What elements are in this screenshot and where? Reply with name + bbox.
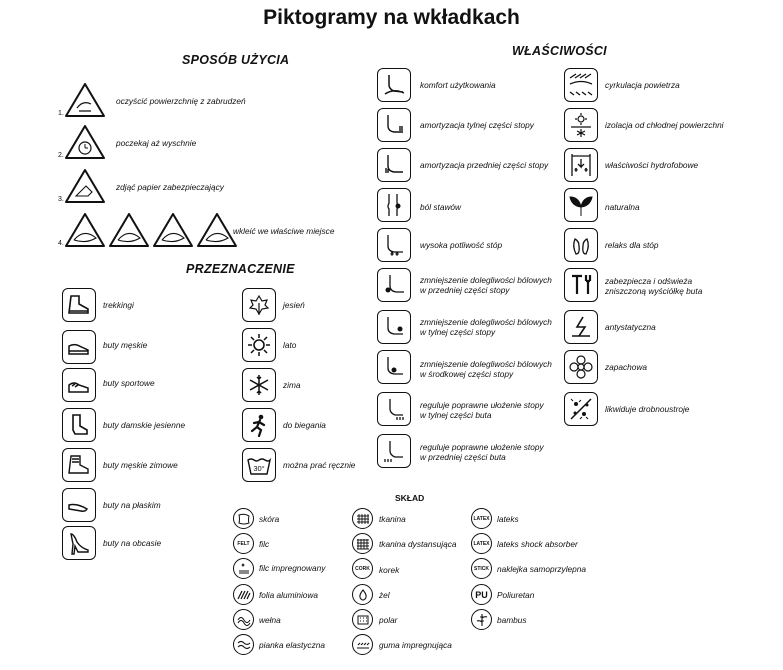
- step-number: 1.: [58, 110, 64, 117]
- mens-winter-boot-icon: [62, 448, 96, 482]
- latex-tag: LATEX: [473, 515, 490, 522]
- womens-autumn-boot-icon: [62, 408, 96, 442]
- purpose-label: buty na obcasie: [103, 538, 162, 548]
- pu-icon: [471, 584, 492, 605]
- property-label: naturalna: [605, 202, 640, 212]
- composition-label: skóra: [259, 514, 280, 524]
- composition-label: korek: [379, 565, 400, 575]
- antistatic-icon: [564, 310, 598, 344]
- composition-label: lateks shock absorber: [497, 539, 578, 549]
- sticker-tag: STICK: [474, 565, 489, 572]
- property-label: zapachowa: [605, 362, 647, 372]
- composition-label: naklejka samoprzylepna: [497, 564, 587, 574]
- sun-icon: [242, 328, 276, 362]
- property-label: cyrkulacja powietrza: [605, 80, 680, 90]
- latex-shock-icon: [471, 533, 492, 554]
- property-label: zmniejszenie dolegliwości bólowych: [420, 359, 552, 369]
- purpose-label: buty sportowe: [103, 378, 155, 388]
- purpose-label: jesień: [283, 300, 305, 310]
- cold-insulation-icon: [564, 108, 598, 142]
- rubber-icon: [352, 634, 373, 655]
- midfoot-pain-icon: [377, 350, 411, 384]
- peel-paper-icon: [64, 168, 106, 204]
- cork-icon: [352, 558, 373, 579]
- runner-icon: [242, 408, 276, 442]
- composition-label: tkanina dystansująca: [379, 539, 457, 549]
- property-label: ból stawów: [420, 202, 462, 212]
- wash-temperature: 30°: [253, 464, 265, 473]
- gel-icon: [352, 584, 373, 605]
- elastic-foam-icon: [233, 634, 254, 655]
- bamboo-icon: [471, 609, 492, 630]
- pu-tag: PU: [475, 589, 488, 600]
- property-label: antystatyczna: [605, 322, 656, 332]
- property-label-line2: w przedniej części stopy: [420, 285, 510, 295]
- property-label: izolacja od chłodnej powierzchni: [605, 120, 724, 130]
- purpose-heading: PRZEZNACZENIE: [186, 262, 295, 276]
- property-label: amortyzacja tylnej części stopy: [420, 120, 534, 130]
- step-number: 4.: [58, 240, 64, 247]
- flower-icon: [564, 350, 598, 384]
- high-heel-icon: [62, 526, 96, 560]
- flat-shoe-icon: [62, 488, 96, 522]
- composition-label: polar: [379, 615, 398, 625]
- property-label: relaks dla stóp: [605, 240, 659, 250]
- purpose-label: buty na płaskim: [103, 500, 161, 510]
- step-text: oczyścić powierzchnię z zabrudzeń: [116, 96, 246, 106]
- purpose-label: buty damskie jesienne: [103, 420, 186, 430]
- joint-pain-icon: [377, 188, 411, 222]
- composition-label: pianka elastyczna: [259, 640, 325, 650]
- felt-icon: [233, 533, 254, 554]
- purpose-label: można prać ręcznie: [283, 460, 356, 470]
- property-label: komfort użytkowania: [420, 80, 496, 90]
- composition-label: tkanina: [379, 514, 406, 524]
- relax-feet-icon: [564, 228, 598, 262]
- composition-label: bambus: [497, 615, 527, 625]
- composition-label: filc impregnowany: [259, 563, 326, 573]
- step-number: 2.: [58, 152, 64, 159]
- property-label-line2: w tylnej części buta: [420, 410, 492, 420]
- fabric-icon: [352, 508, 373, 529]
- step-number: 3.: [58, 196, 64, 203]
- properties-heading: WŁAŚCIWOŚCI: [512, 44, 607, 58]
- insert-shoe-icon: [64, 212, 242, 248]
- composition-label: Poliuretan: [497, 590, 535, 600]
- trekking-boot-icon: [62, 288, 96, 322]
- purpose-label: buty męskie: [103, 340, 148, 350]
- purpose-label: buty męskie zimowe: [103, 460, 178, 470]
- purpose-label: trekkingi: [103, 300, 134, 310]
- tools-icon: [564, 268, 598, 302]
- polar-icon: [352, 609, 373, 630]
- step-text: wkleić we właściwe miejsce: [233, 226, 335, 236]
- dry-clock-icon: [64, 124, 106, 160]
- composition-heading: SKŁAD: [395, 493, 425, 503]
- impregnated-felt-icon: [233, 558, 254, 579]
- usage-heading: SPOSÓB UŻYCIA: [182, 53, 290, 67]
- composition-label: guma impregnująca: [379, 640, 452, 650]
- leather-icon: [233, 508, 254, 529]
- comfort-foot-icon: [377, 68, 411, 102]
- property-label: zmniejszenie dolegliwości bólowych: [420, 317, 552, 327]
- property-label: zabezpiecza i odświeża: [605, 276, 693, 286]
- aluminium-foil-icon: [233, 584, 254, 605]
- composition-label: lateks: [497, 514, 519, 524]
- leaf-icon: [564, 188, 598, 222]
- property-label: właściwości hydrofobowe: [605, 160, 699, 170]
- sweaty-foot-icon: [377, 228, 411, 262]
- property-label-line2: w przedniej części buta: [420, 452, 506, 462]
- cork-tag: CORK: [355, 565, 370, 572]
- purpose-label: zima: [283, 380, 301, 390]
- page-title: Piktogramy na wkładkach: [263, 6, 520, 29]
- property-label-line2: zniszczoną wyściółkę buta: [605, 286, 703, 296]
- sticker-icon: [471, 558, 492, 579]
- heel-alignment-icon: [377, 392, 411, 426]
- property-label: likwiduje drobnoustroje: [605, 404, 690, 414]
- composition-label: żel: [379, 590, 390, 600]
- composition-label: filc: [259, 539, 270, 549]
- heel-cushion-icon: [377, 108, 411, 142]
- snowflake-icon: [242, 368, 276, 402]
- purpose-label: lato: [283, 340, 297, 350]
- air-circulation-icon: [564, 68, 598, 102]
- wipe-surface-icon: [64, 82, 106, 118]
- antibacterial-icon: [564, 392, 598, 426]
- property-label-line2: w tylnej części stopy: [420, 327, 496, 337]
- composition-label: folia aluminiowa: [259, 590, 319, 600]
- forefoot-pain-icon: [377, 268, 411, 302]
- felt-tag: FELT: [237, 540, 250, 547]
- property-label: amortyzacja przedniej części stopy: [420, 160, 549, 170]
- property-label: reguluje poprawne ułożenie stopy: [420, 400, 544, 410]
- step-text: poczekaj aż wyschnie: [116, 138, 197, 148]
- latex-shock-tag: LATEX: [473, 540, 490, 547]
- composition-label: wełna: [259, 615, 281, 625]
- spacer-fabric-icon: [352, 533, 373, 554]
- mens-shoe-icon: [62, 330, 96, 364]
- hand-wash-icon: [242, 448, 276, 482]
- hydrophobic-icon: [564, 148, 598, 182]
- wool-icon: [233, 609, 254, 630]
- property-label: reguluje poprawne ułożenie stopy: [420, 442, 544, 452]
- autumn-leaf-icon: [242, 288, 276, 322]
- forefoot-alignment-icon: [377, 434, 411, 468]
- sport-shoe-icon: [62, 368, 96, 402]
- forefoot-cushion-icon: [377, 148, 411, 182]
- step-text: zdjąć papier zabezpieczający: [116, 182, 224, 192]
- heel-pain-icon: [377, 310, 411, 344]
- property-label-line2: w środkowej części stopy: [420, 369, 514, 379]
- property-label: wysoka potliwość stóp: [420, 240, 503, 250]
- latex-icon: [471, 508, 492, 529]
- property-label: zmniejszenie dolegliwości bólowych: [420, 275, 552, 285]
- purpose-label: do biegania: [283, 420, 326, 430]
